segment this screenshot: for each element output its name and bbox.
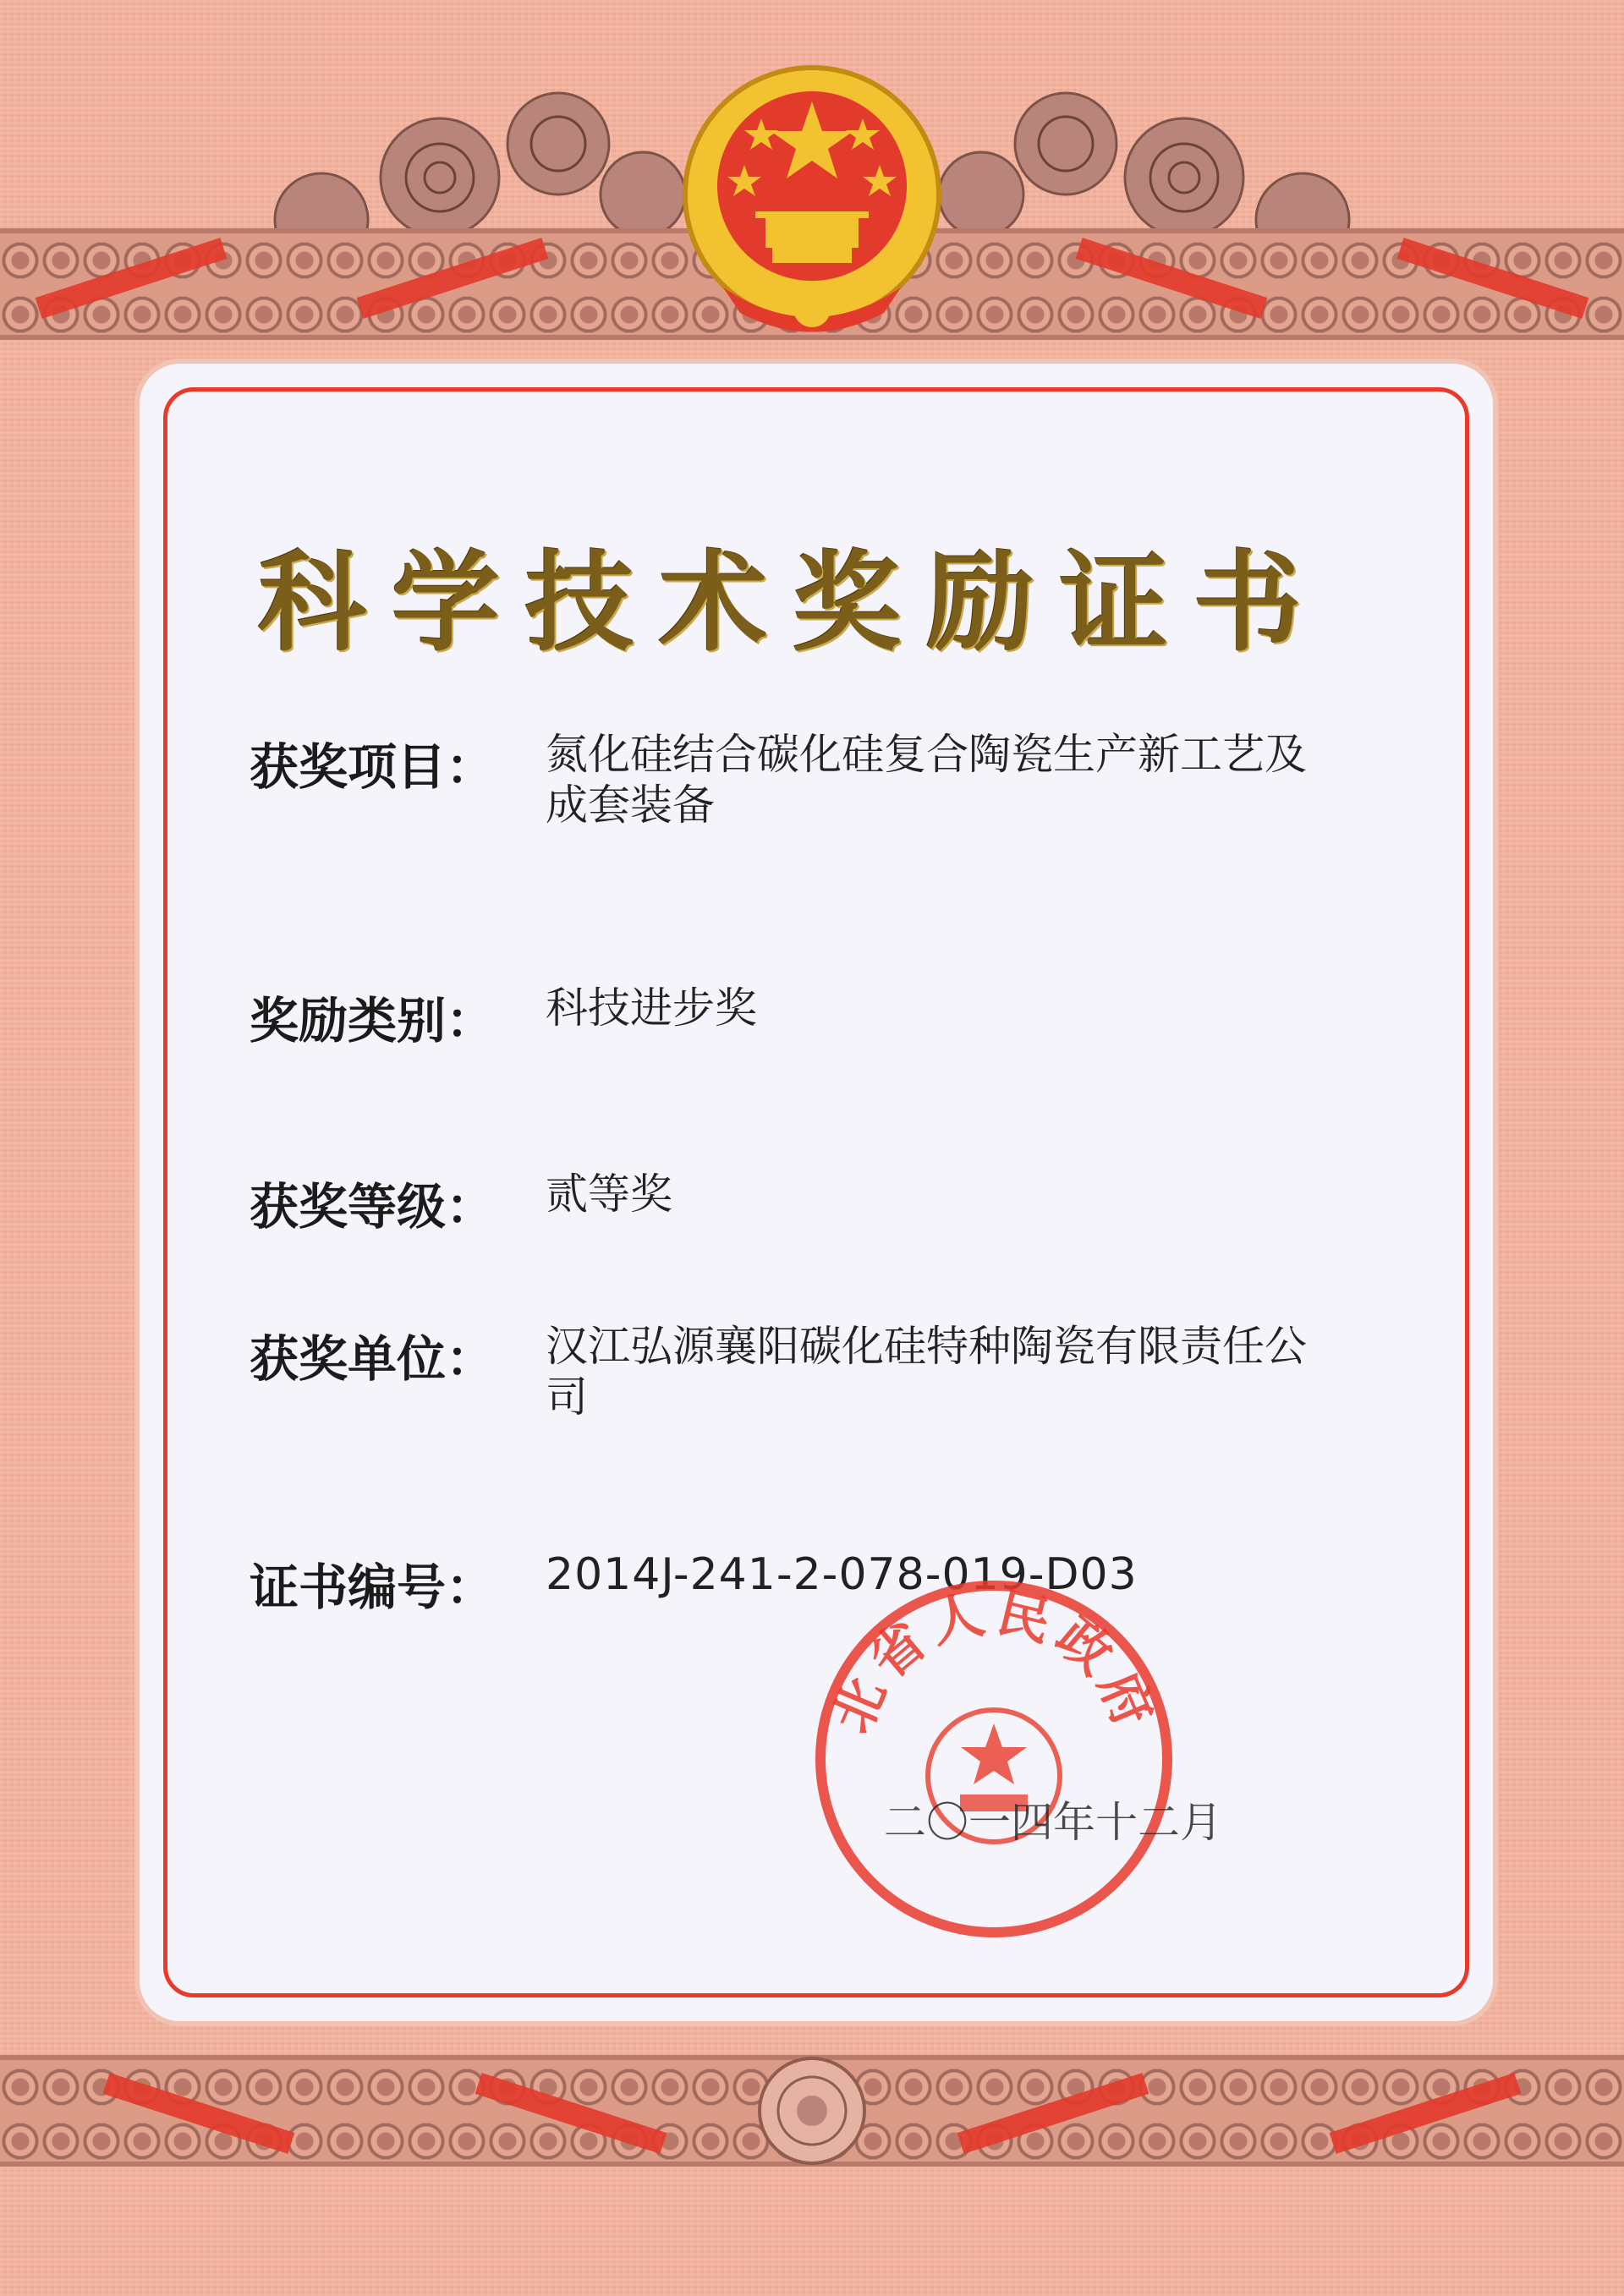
field-value: 贰等奖	[546, 1170, 672, 1219]
field-label: 证书编号：	[250, 1559, 496, 1616]
field-value: 汉江弘源襄阳碳化硅特种陶瓷有限责任公司	[546, 1322, 1307, 1422]
svg-text:北省人民政府: 北省人民政府	[820, 1581, 1168, 1742]
ribbon-decoration	[1330, 2073, 1522, 2154]
rosette-decoration	[727, 2052, 897, 2170]
bottom-ornament-band	[0, 2055, 1624, 2167]
certificate-title: 科学技术奖励证书	[257, 540, 1327, 666]
field-label: 奖励类别：	[250, 992, 496, 1049]
ribbon-decoration	[1397, 238, 1589, 319]
field-label: 获奖等级：	[250, 1178, 496, 1236]
certificate-card	[140, 364, 1493, 2021]
official-seal-icon	[808, 1573, 1180, 1945]
field-label: 获奖项目：	[250, 738, 496, 796]
issue-date: 二〇一四年十二月	[884, 1798, 1222, 1847]
field-value: 2014J-241-2-078-019-D03	[546, 1549, 1138, 1600]
national-emblem-icon	[672, 59, 952, 347]
ribbon-decoration	[1076, 238, 1268, 319]
ribbon-decoration	[103, 2073, 295, 2154]
ribbon-decoration	[36, 238, 228, 319]
ribbon-decoration	[475, 2073, 667, 2154]
field-label: 获奖单位：	[250, 1330, 496, 1388]
ribbon-decoration	[957, 2073, 1149, 2154]
field-value: 科技进步奖	[546, 984, 757, 1033]
ribbon-decoration	[357, 238, 549, 319]
field-value: 氮化硅结合碳化硅复合陶瓷生产新工艺及成套装备	[546, 730, 1307, 830]
